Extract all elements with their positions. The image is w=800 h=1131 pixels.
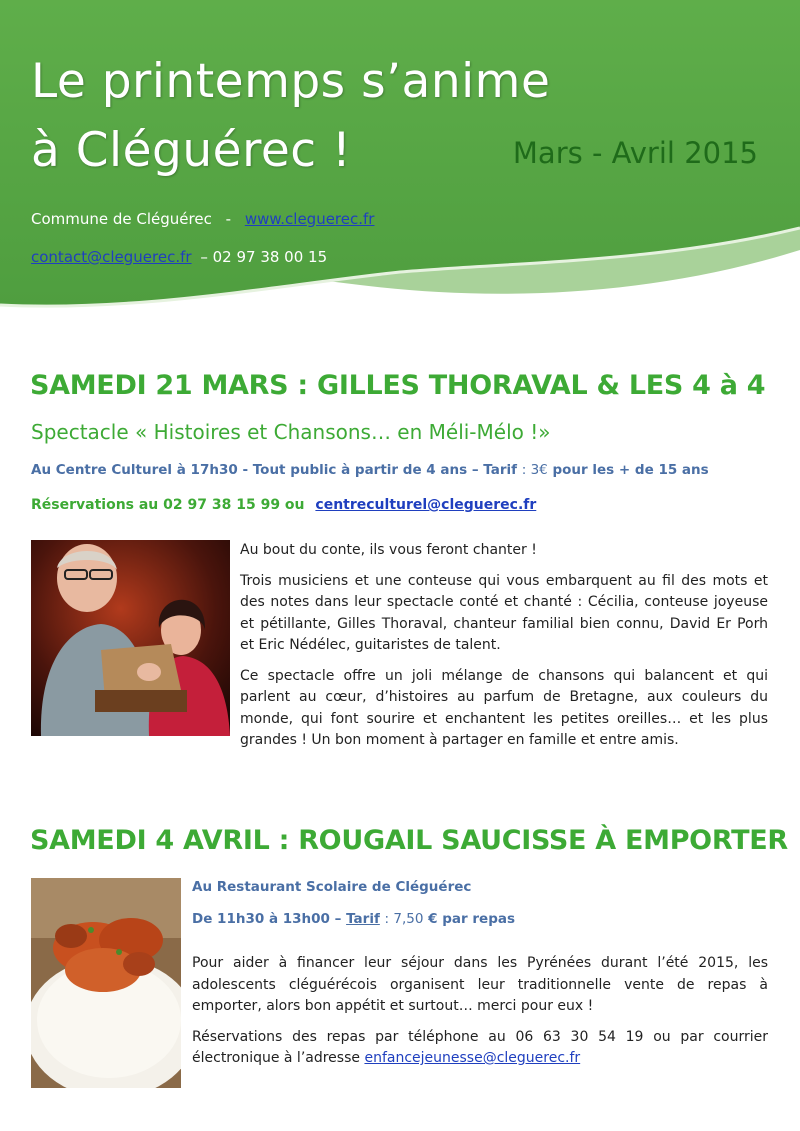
- event2-time: [192, 911, 515, 927]
- event1-heading: SAMEDI 21 MARS : GILLES THORAVAL & LES 4 à 4: [30, 370, 766, 401]
- event2-time-part1: De 11h30 à 13h00 –: [192, 911, 342, 927]
- contact-phone: – 02 97 38 00 15: [200, 248, 328, 266]
- event1-info-part3: pour les + de 15 ans: [552, 462, 709, 478]
- event1-reservations: [31, 497, 536, 513]
- event2-tarif-link[interactable]: Tarif: [346, 911, 380, 927]
- website-link[interactable]: www.cleguerec.fr: [244, 210, 375, 228]
- event2-photo-rougail-dish: [31, 878, 181, 1088]
- page-title-line-2: à Cléguérec !: [31, 123, 352, 178]
- event1-info: [31, 462, 709, 478]
- event2-reservations-email-link[interactable]: enfancejeunesse@cleguerec.fr: [364, 1050, 581, 1066]
- page-title-line-1: Le printemps s’anime: [31, 54, 551, 109]
- event2-heading: SAMEDI 4 AVRIL : ROUGAIL SAUCISSE À EMPORTER: [30, 825, 788, 856]
- event2-paragraph-2: [192, 1027, 768, 1070]
- event1-paragraph-1: Au bout du conte, ils vous feront chanter !: [240, 542, 537, 558]
- event2-reservations-text: Réservations des repas par téléphone au 06 63 30 54 19 ou par courrier électronique à l’adresse: [192, 1028, 768, 1066]
- event1-reservations-label: Réservations au 02 97 38 15 99 ou: [31, 497, 305, 513]
- event2-description: [192, 953, 768, 1079]
- event1-photo-musicians: [31, 540, 230, 736]
- event1-info-part2: : 3€: [521, 462, 548, 478]
- contact-line-email: [31, 248, 327, 266]
- event1-description: [240, 540, 768, 761]
- event1-info-part1: Au Centre Culturel à 17h30 - Tout public à partir de 4 ans – Tarif: [31, 462, 518, 478]
- event1-paragraph-3: Ce spectacle offre un joli mélange de chansons qui balancent et qui parlent au cœur, d’histoires au parfum de Bretagne, aux couleurs du monde, qui font sourire et enchantent les petites oreilles… et les plus grandes ! Un bon moment à partager en famille et entre amis.: [240, 667, 768, 748]
- event1-reservations-email-link[interactable]: centreculturel@cleguerec.fr: [315, 497, 537, 513]
- contact-email-link[interactable]: contact@cleguerec.fr: [31, 248, 192, 266]
- event2-location: Au Restaurant Scolaire de Cléguérec: [192, 879, 472, 895]
- contact-line-commune: [31, 210, 374, 228]
- event2-paragraph-1: Pour aider à financer leur séjour dans les Pyrénées durant l’été 2015, les adolescents cléguérécois organisent leur traditionnelle vente de repas à emporter, alors bon appétit et surtout… merci pour eux !: [192, 955, 768, 1014]
- event1-subtitle: Spectacle « Histoires et Chansons… en Méli-Mélo !»: [31, 420, 551, 444]
- event2-time-part2: : 7,50: [384, 911, 424, 927]
- event1-paragraph-2: Trois musiciens et une conteuse qui vous embarquent au fil des mots et des notes dans leur spectacle conté et chanté : Cécilia, conteuse joyeuse et pétillante, Gilles Thoraval, chanteur familial bien connu, David Er Porh et Eric Nédélec, guitaristes de talent.: [240, 572, 768, 653]
- event2-time-part3: € par repas: [428, 911, 516, 927]
- date-range: Mars - Avril 2015: [512, 136, 758, 170]
- commune-name: Commune de Cléguérec: [31, 210, 212, 228]
- separator: -: [225, 210, 232, 228]
